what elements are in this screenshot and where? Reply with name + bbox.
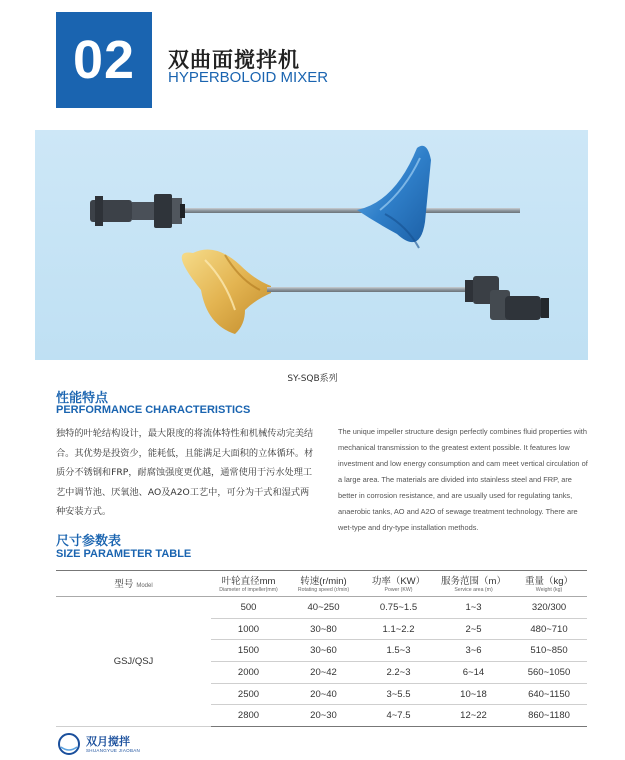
page-title-cn: 双曲面搅拌机 [168, 48, 300, 72]
column-header-model: 型号 Model [56, 571, 211, 597]
table-cell: 1000 [211, 618, 286, 640]
size-parameter-table [56, 570, 587, 727]
table-cell: 12~22 [436, 705, 511, 727]
table-cell: 1~3 [436, 597, 511, 619]
table-cell: 2~5 [436, 618, 511, 640]
performance-text-en: The unique impeller structure design perfectly combines fluid properties with mechanical transmission to the greatest extent possible. It features low investment and low energy consumption and cam meet vertical circulation of a large area. The materials are divided into stainless steel and FRP, are better in corrosion resistance, and are usually used for regulating tanks, anaerobic tanks, AO and A2O of sewage treatment technology. There are wet-type and dry-type installation methods. [338, 427, 588, 532]
size-table-heading-en: SIZE PARAMETER TABLE [56, 548, 192, 560]
table-row [56, 597, 587, 619]
logo-text-cn: 双月搅拌 [86, 734, 130, 748]
table-cell: 640~1150 [511, 683, 587, 705]
table-cell: 3~6 [436, 640, 511, 662]
table-cell: 2.2~3 [361, 662, 436, 684]
section-number-badge: 02 [56, 12, 152, 108]
column-header-diameter: 叶轮直径mm Diameter of impeller(mm) [211, 571, 286, 597]
table-cell: 2800 [211, 705, 286, 727]
table-cell: 1500 [211, 640, 286, 662]
performance-text-cn: 独特的叶轮结构设计，最大限度的将流体特性和机械传动完美结合。其优势是投资少，能耗低，且能满足大面积的立体循环。材质分不锈钢和FRP，耐腐蚀强度更优越，通常使用于污水处理工艺中调节池、厌氧池、AO及A2O工艺中，可分为干式和湿式两种安装方式。 [56, 428, 314, 517]
table-cell: 860~1180 [511, 705, 587, 727]
table-cell: 1.1~2.2 [361, 618, 436, 640]
table-header-row [56, 571, 587, 597]
table-cell: 30~60 [286, 640, 361, 662]
column-header-power: 功率（KW） Power (KW) [361, 571, 436, 597]
table-cell: 0.75~1.5 [361, 597, 436, 619]
lower-mixer [182, 249, 549, 334]
performance-heading-cn: 性能特点 [56, 391, 109, 406]
performance-heading-en: PERFORMANCE CHARACTERISTICS [56, 404, 251, 416]
table-cell: 2000 [211, 662, 286, 684]
table-cell: 320/300 [511, 597, 587, 619]
column-header-service-area: 服务范围（m） Service area (m) [436, 571, 511, 597]
table-cell: 510~850 [511, 640, 587, 662]
column-header-speed: 转速(r/min) Rotating speed (r/min) [286, 571, 361, 597]
table-cell: 560~1050 [511, 662, 587, 684]
table-cell: 20~40 [286, 683, 361, 705]
logo-text-en: SHUANGYUE JIAOBAN [86, 747, 141, 753]
product-caption: SY-SQB系列 [287, 374, 338, 384]
table-cell: 500 [211, 597, 286, 619]
product-photo [35, 130, 588, 360]
mixer-illustration [35, 130, 588, 360]
table-cell: 6~14 [436, 662, 511, 684]
company-logo [58, 733, 140, 755]
table-cell: 30~80 [286, 618, 361, 640]
table-cell: 20~30 [286, 705, 361, 727]
table-cell: 3~5.5 [361, 683, 436, 705]
page-title-en: HYPERBOLOID MIXER [168, 69, 329, 86]
table-cell: 10~18 [436, 683, 511, 705]
table-cell: 20~42 [286, 662, 361, 684]
table-cell: 480~710 [511, 618, 587, 640]
model-cell: GSJ/QSJ [56, 597, 211, 727]
upper-mixer [90, 146, 520, 248]
size-table-heading-cn: 尺寸参数表 [56, 534, 122, 549]
table-cell: 40~250 [286, 597, 361, 619]
column-header-weight: 重量（kg） Weight (kg) [511, 571, 587, 597]
table-cell: 4~7.5 [361, 705, 436, 727]
table-cell: 2500 [211, 683, 286, 705]
table-cell: 1.5~3 [361, 640, 436, 662]
crescent-moon-icon [58, 733, 80, 755]
